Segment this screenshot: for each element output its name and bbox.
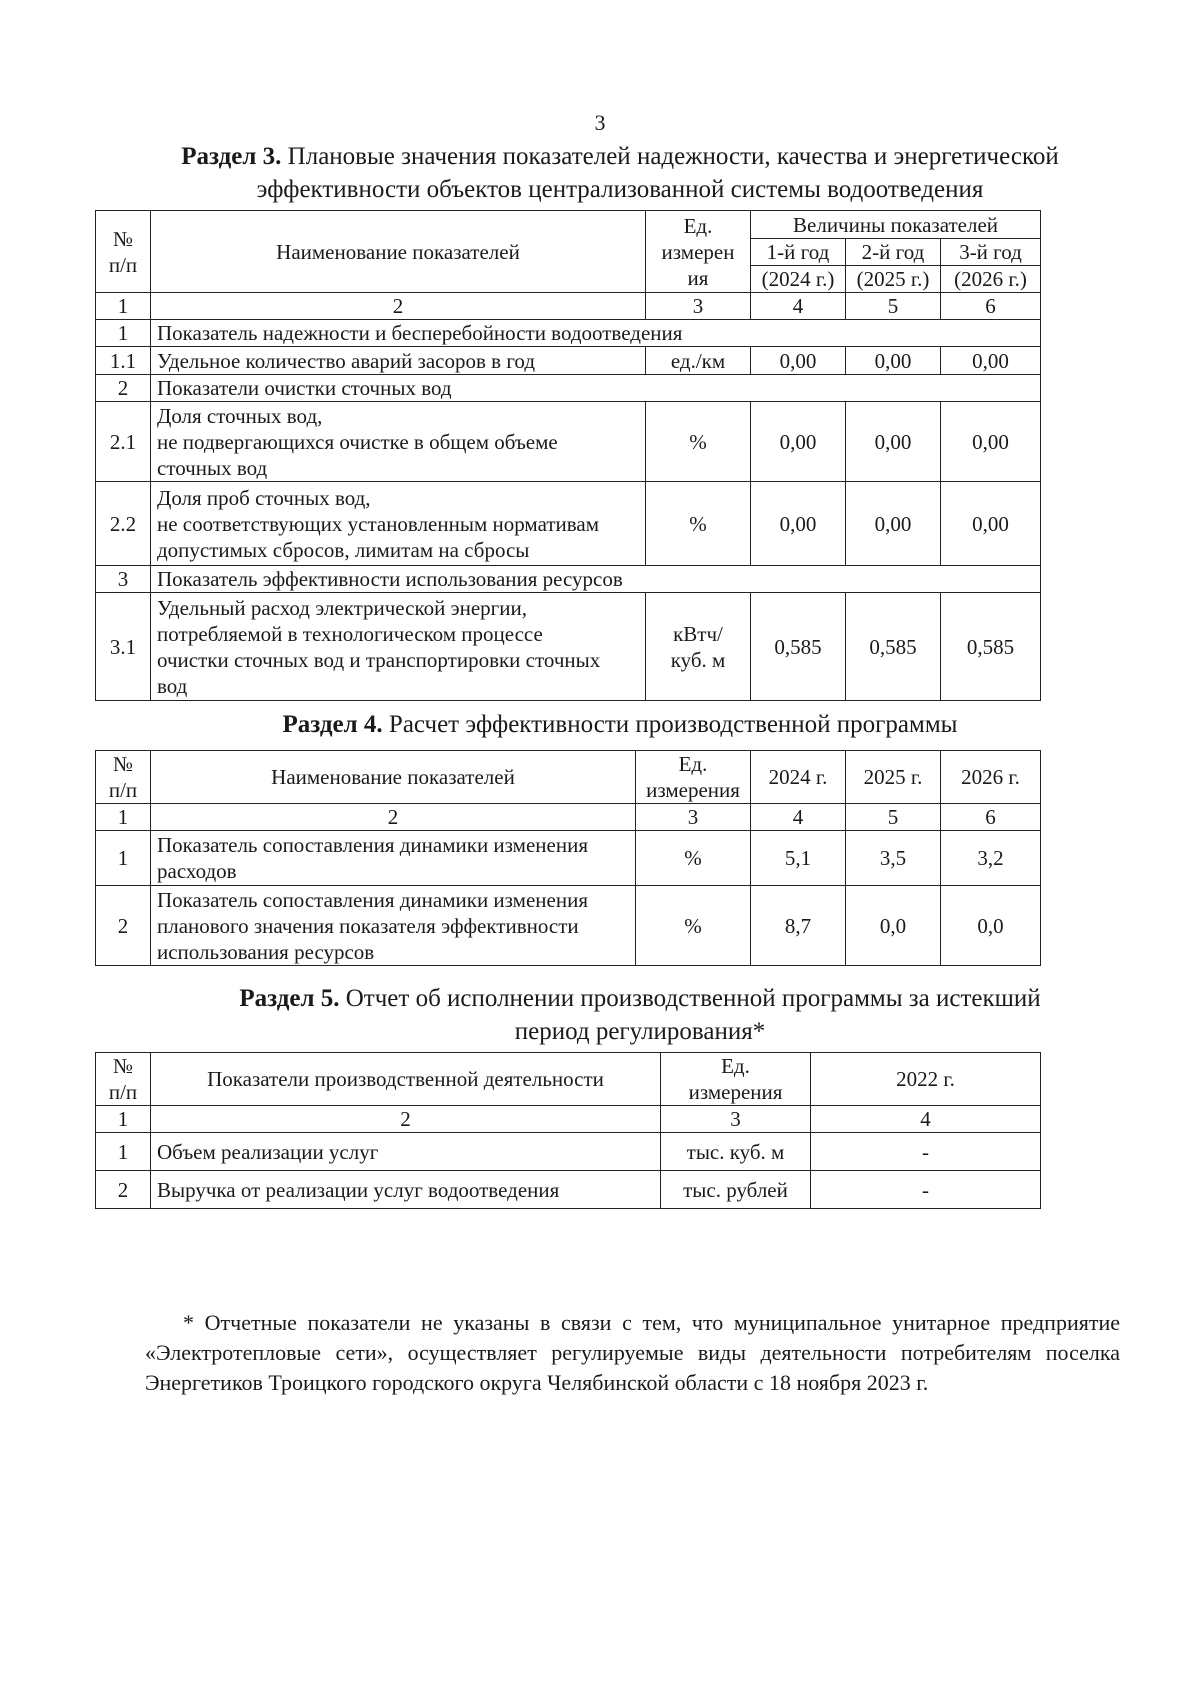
s4-colnum: 3 xyxy=(636,804,751,831)
row-value: 0,00 xyxy=(846,347,941,375)
section3-title-line2: эффективности объектов централизованной системы водоотведения xyxy=(256,176,984,203)
section5-title xyxy=(160,982,1120,1048)
section5-table xyxy=(95,1052,1041,1209)
table-row xyxy=(96,886,1041,966)
row-name: Удельный расход электрической энергии, потребляемой в технологическом процессе очистки сточных вод и транспортировки сточных вод xyxy=(151,593,646,701)
s4-header-year: 2025 г. xyxy=(846,751,941,804)
row-num: 3 xyxy=(96,566,151,593)
row-value: 0,0 xyxy=(941,886,1041,966)
row-num: 2.2 xyxy=(96,482,151,566)
s5-colnum: 2 xyxy=(151,1106,661,1133)
s5-header-unit: Ед. измерения xyxy=(661,1053,811,1106)
s4-colnum: 2 xyxy=(151,804,636,831)
s5-colnum: 3 xyxy=(661,1106,811,1133)
row-unit: % xyxy=(646,402,751,482)
s5-header-num: № п/п xyxy=(96,1053,151,1106)
s3-header-num: № п/п xyxy=(96,211,151,293)
s3-colnum: 3 xyxy=(646,293,751,320)
row-name: Показатель сопоставления динамики изменения планового значения показателя эффективности использования ресурсов xyxy=(151,886,636,966)
row-unit: % xyxy=(636,831,751,886)
s5-colnum: 1 xyxy=(96,1106,151,1133)
s3-header-year1: (2024 г.) xyxy=(751,266,846,293)
section3-title xyxy=(100,140,1140,206)
s3-colnum: 4 xyxy=(751,293,846,320)
row-name: Доля сточных вод, не подвергающихся очистке в общем объеме сточных вод xyxy=(151,402,646,482)
s5-colnum: 4 xyxy=(811,1106,1041,1133)
s4-header-year: 2024 г. xyxy=(751,751,846,804)
row-group-title: Показатель надежности и бесперебойности водоотведения xyxy=(151,320,1041,347)
s3-header-name: Наименование показателей xyxy=(151,211,646,293)
table-row xyxy=(96,1171,1041,1209)
s3-header-values-group: Величины показателей xyxy=(751,211,1041,239)
row-name: Объем реализации услуг xyxy=(151,1133,661,1171)
s3-colnum: 6 xyxy=(941,293,1041,320)
row-unit: кВтч/ куб. м xyxy=(646,593,751,701)
row-value: - xyxy=(811,1171,1041,1209)
row-num: 1.1 xyxy=(96,347,151,375)
row-name: Выручка от реализации услуг водоотведения xyxy=(151,1171,661,1209)
row-value: 0,00 xyxy=(846,482,941,566)
table-row xyxy=(96,482,1041,566)
row-value: 0,585 xyxy=(846,593,941,701)
s4-header-year: 2026 г. xyxy=(941,751,1041,804)
row-num: 1 xyxy=(96,1133,151,1171)
row-group-title: Показатели очистки сточных вод xyxy=(151,375,1041,402)
s5-header-name: Показатели производственной деятельности xyxy=(151,1053,661,1106)
row-num: 2 xyxy=(96,1171,151,1209)
row-num: 3.1 xyxy=(96,593,151,701)
s3-header-year2: (2025 г.) xyxy=(846,266,941,293)
section4-title-text: Расчет эффективности производственной программы xyxy=(388,711,958,738)
section4-title xyxy=(100,708,1140,741)
section3-title-line1: Плановые значения показателей надежности, качества и энергетической xyxy=(287,143,1059,170)
section3-table xyxy=(95,210,1041,701)
table-row xyxy=(96,1133,1041,1171)
row-num: 1 xyxy=(96,831,151,886)
section5-title-line2: период регулирования* xyxy=(514,1018,766,1045)
row-value: 8,7 xyxy=(751,886,846,966)
s4-colnum: 4 xyxy=(751,804,846,831)
section3-label: Раздел 3. xyxy=(181,143,282,170)
s3-colnum: 5 xyxy=(846,293,941,320)
row-value: 3,5 xyxy=(846,831,941,886)
table-row xyxy=(96,320,1041,347)
s4-header-name: Наименование показателей xyxy=(151,751,636,804)
s3-header-year2-label: 2-й год xyxy=(846,239,941,266)
row-group-title: Показатель эффективности использования ресурсов xyxy=(151,566,1041,593)
footnote-text: * Отчетные показатели не указаны в связи с тем, что муниципальное унитарное предприятие «Электротепловые сети», осуществляет регулируемые виды деятельности потребителям поселка Энергетиков Троицкого городского округа Челябинской области с 18 ноября 2023 г. xyxy=(145,1310,1120,1395)
table-row xyxy=(96,347,1041,375)
row-value: 0,00 xyxy=(751,347,846,375)
row-num: 1 xyxy=(96,320,151,347)
s3-header-unit: Ед. измерен ия xyxy=(646,211,751,293)
s3-header-year3: (2026 г.) xyxy=(941,266,1041,293)
s5-column-numbers-row xyxy=(96,1106,1041,1133)
row-value: 0,00 xyxy=(846,402,941,482)
s4-colnum: 6 xyxy=(941,804,1041,831)
s3-header-year1-label: 1-й год xyxy=(751,239,846,266)
row-value: 0,585 xyxy=(941,593,1041,701)
table-row xyxy=(96,831,1041,886)
s4-colnum: 5 xyxy=(846,804,941,831)
row-value: 0,00 xyxy=(941,482,1041,566)
section5-title-line1: Отчет об исполнении производственной программы за истекший xyxy=(345,985,1041,1012)
table-row xyxy=(96,402,1041,482)
table-row xyxy=(96,375,1041,402)
row-num: 2.1 xyxy=(96,402,151,482)
row-value: 0,00 xyxy=(751,482,846,566)
row-unit: % xyxy=(636,886,751,966)
s4-header-unit: Ед. измерения xyxy=(636,751,751,804)
row-value: 0,0 xyxy=(846,886,941,966)
row-name: Показатель сопоставления динамики изменения расходов xyxy=(151,831,636,886)
row-value: 0,00 xyxy=(941,402,1041,482)
s3-header-year3-label: 3-й год xyxy=(941,239,1041,266)
row-unit: % xyxy=(646,482,751,566)
row-unit: ед./км xyxy=(646,347,751,375)
section4-label: Раздел 4. xyxy=(282,711,383,738)
row-num: 2 xyxy=(96,375,151,402)
section5-label: Раздел 5. xyxy=(239,985,340,1012)
s3-colnum: 1 xyxy=(96,293,151,320)
s3-colnum: 2 xyxy=(151,293,646,320)
s4-header-num: № п/п xyxy=(96,751,151,804)
table-row xyxy=(96,593,1041,701)
row-value: 0,00 xyxy=(751,402,846,482)
table-row xyxy=(96,566,1041,593)
s4-column-numbers-row xyxy=(96,804,1041,831)
row-value: 5,1 xyxy=(751,831,846,886)
row-value: 3,2 xyxy=(941,831,1041,886)
row-unit: тыс. рублей xyxy=(661,1171,811,1209)
row-name: Доля проб сточных вод, не соответствующих установленным нормативам допустимых сбросов, лимитам на сбросы xyxy=(151,482,646,566)
s5-header-year: 2022 г. xyxy=(811,1053,1041,1106)
page-number: 3 xyxy=(594,110,606,135)
s3-column-numbers-row xyxy=(96,293,1041,320)
row-value: 0,585 xyxy=(751,593,846,701)
row-name: Удельное количество аварий засоров в год xyxy=(151,347,646,375)
footnote xyxy=(145,1308,1120,1398)
row-value: 0,00 xyxy=(941,347,1041,375)
section4-table xyxy=(95,750,1041,966)
row-unit: тыс. куб. м xyxy=(661,1133,811,1171)
row-num: 2 xyxy=(96,886,151,966)
s4-colnum: 1 xyxy=(96,804,151,831)
row-value: - xyxy=(811,1133,1041,1171)
